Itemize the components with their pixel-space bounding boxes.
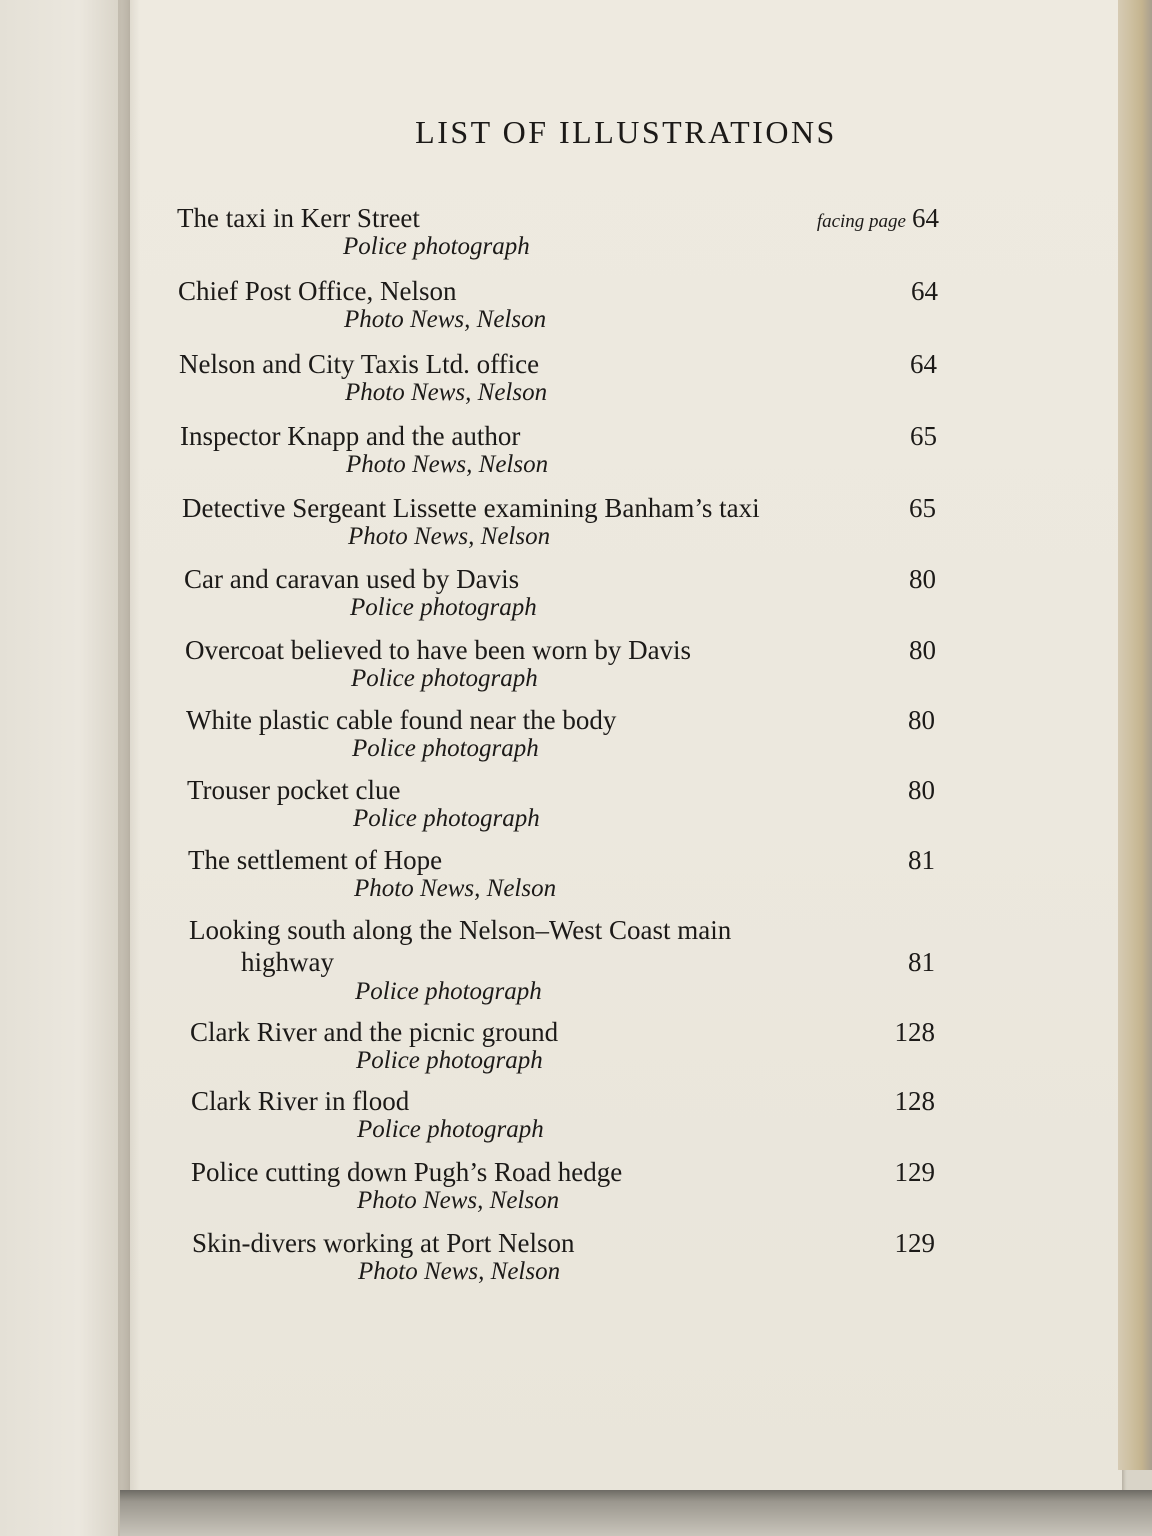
entry-page-number: 129 — [894, 1228, 935, 1258]
list-item — [180, 421, 937, 491]
entry-caption: Detective Sergeant Lissette examining Banham’s taxi — [182, 493, 760, 523]
list-item — [186, 705, 935, 775]
list-item — [188, 845, 935, 915]
list-item — [185, 635, 936, 705]
list-item — [179, 349, 937, 419]
entry-credit: Photo News, Nelson — [354, 875, 557, 902]
list-item — [184, 564, 936, 634]
list-item — [190, 1017, 935, 1087]
entry-page-number: 65 — [910, 421, 937, 451]
entry-credit: Photo News, Nelson — [348, 523, 551, 550]
book-gutter — [118, 0, 140, 1536]
entry-caption: Overcoat believed to have been worn by Davis — [185, 635, 692, 665]
list-item — [191, 1086, 935, 1156]
entry-page-number: 80 — [908, 705, 935, 735]
entry-caption: Skin-divers working at Port Nelson — [192, 1228, 575, 1258]
entry-page-number: 81 — [908, 845, 935, 875]
entry-page-number: 65 — [909, 493, 936, 523]
entry-caption-continued: highway — [241, 947, 334, 977]
entry-caption: White plastic cable found near the body — [186, 705, 617, 735]
entry-page-number: 80 — [909, 635, 936, 665]
entry-page-number: 64 — [910, 349, 937, 379]
entry-caption: Chief Post Office, Nelson — [178, 276, 457, 306]
entry-caption: The settlement of Hope — [188, 845, 443, 875]
entry-caption: The taxi in Kerr Street — [177, 203, 420, 233]
entry-credit: Police photograph — [351, 665, 538, 692]
page-number-value: 64 — [912, 203, 939, 233]
entry-caption: Nelson and City Taxis Ltd. office — [179, 349, 540, 379]
entry-page-number: 81 — [908, 947, 935, 977]
entry-caption: Looking south along the Nelson–West Coast main — [189, 915, 732, 945]
list-item — [177, 203, 939, 273]
facing-page-label: facing page — [816, 211, 906, 232]
entry-credit: Photo News, Nelson — [346, 451, 549, 478]
entry-page-number: 129 — [894, 1157, 935, 1187]
entry-page-number: 128 — [894, 1017, 935, 1047]
entry-page-number: 128 — [894, 1086, 935, 1116]
entry-credit: Photo News, Nelson — [344, 306, 547, 333]
entry-credit: Photo News, Nelson — [345, 379, 548, 406]
entry-caption: Clark River and the picnic ground — [190, 1017, 559, 1047]
entry-caption: Clark River in flood — [191, 1086, 410, 1116]
entry-page-number — [817, 203, 939, 234]
entry-credit: Police photograph — [352, 735, 539, 762]
entry-page-number: 64 — [911, 276, 938, 306]
entry-caption: Trouser pocket clue — [187, 775, 401, 805]
list-item — [178, 276, 938, 346]
entry-caption: Inspector Knapp and the author — [180, 421, 521, 451]
list-item — [182, 493, 936, 563]
entry-caption: Police cutting down Pugh’s Road hedge — [191, 1157, 623, 1187]
entry-page-number: 80 — [909, 564, 936, 594]
page-edges — [1118, 0, 1152, 1470]
list-item — [187, 775, 935, 845]
page-title: LIST OF ILLUSTRATIONS — [415, 114, 837, 150]
entry-credit: Police photograph — [343, 233, 530, 260]
entry-credit: Photo News, Nelson — [357, 1187, 560, 1214]
entry-credit: Police photograph — [356, 1047, 543, 1074]
entry-page-number: 80 — [908, 775, 935, 805]
entry-credit: Police photograph — [357, 1116, 544, 1143]
bottom-shadow — [120, 1490, 1152, 1536]
entry-credit: Police photograph — [353, 805, 540, 832]
list-item — [191, 1157, 935, 1227]
entry-credit: Photo News, Nelson — [358, 1258, 561, 1285]
entry-credit: Police photograph — [355, 978, 542, 1005]
left-facing-page — [0, 0, 132, 1536]
entry-caption: Car and caravan used by Davis — [184, 564, 520, 594]
list-item — [189, 915, 935, 1015]
entry-credit: Police photograph — [350, 594, 537, 621]
list-item — [192, 1228, 935, 1298]
